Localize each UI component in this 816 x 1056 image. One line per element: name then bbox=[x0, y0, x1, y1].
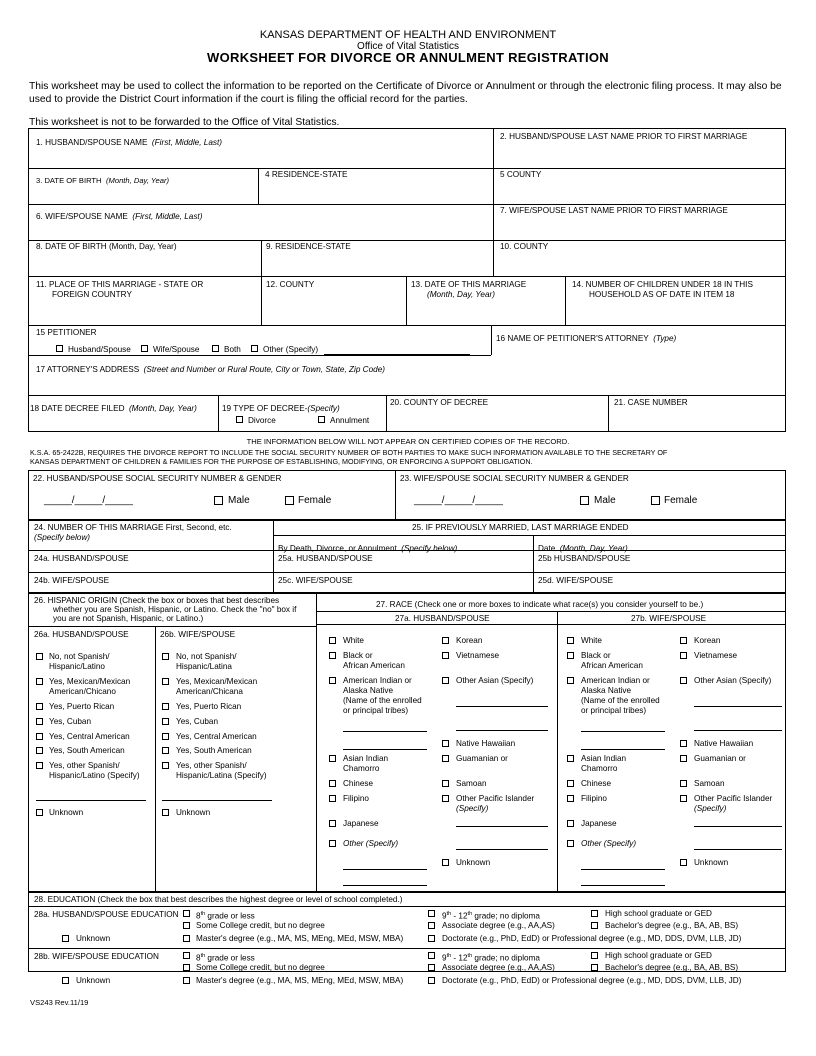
26b-cuban-label: Yes, Cuban bbox=[176, 717, 219, 726]
wife-female-label: Female bbox=[664, 495, 698, 506]
field-14-label-1[interactable]: 14. NUMBER OF CHILDREN UNDER 18 IN THIS bbox=[572, 280, 753, 289]
28b-associate-label: Associate degree (e.g., AA,AS) bbox=[442, 963, 555, 972]
28b-8th-grade-label: 8th grade or less bbox=[196, 953, 255, 963]
27a-unknown-label: Unknown bbox=[456, 858, 491, 867]
field-21-label[interactable]: 21. CASE NUMBER bbox=[614, 398, 688, 407]
27a-other-label: Other (Specify) bbox=[343, 839, 399, 848]
field-17-label[interactable]: 17 ATTORNEY'S ADDRESS (Street and Number or Rural Route, City or Town, State, Zip Code) bbox=[36, 365, 385, 374]
26a-central-american-label: Yes, Central American bbox=[49, 732, 130, 741]
decree-annulment-label: Annulment bbox=[330, 416, 370, 425]
27b-vietnamese-checkbox[interactable] bbox=[680, 652, 687, 659]
intro-text: This worksheet may be used to collect the information to be reported on the Certificate of Divorce or Annulment or through the electronic filing process. It may also be used to provide the District Court information if the court is filing the official record for the parties. bbox=[29, 81, 782, 105]
28b-some-college-label: Some College credit, but no degree bbox=[196, 963, 325, 972]
27a-other-asian-label: Other Asian (Specify) bbox=[456, 676, 534, 685]
field-27-title: 27. RACE (Check one or more boxes to indicate what race(s) you consider yourself to be.) bbox=[376, 600, 704, 609]
27b-unknown-checkbox[interactable] bbox=[680, 859, 687, 866]
field-26-title-1: 26. HISPANIC ORIGIN (Check the box or boxes that best describes bbox=[34, 596, 280, 605]
27a-opi-checkbox[interactable] bbox=[442, 795, 449, 802]
agency-name: KANSAS DEPARTMENT OF HEALTH AND ENVIRONMENT bbox=[259, 29, 557, 41]
field-25-date-label: Date (Month, Day, Year) bbox=[538, 544, 628, 553]
wife-male-label: Male bbox=[594, 495, 616, 506]
field-26-title-3: you are not Spanish, Hispanic, or Latino.) bbox=[53, 614, 204, 623]
petitioner-both-label: Both bbox=[224, 345, 241, 354]
27b-amind-label-3: (Name of the enrolled bbox=[581, 696, 660, 705]
field-2-label[interactable]: 2. HUSBAND/SPOUSE LAST NAME PRIOR TO FIRST MARRIAGE bbox=[500, 132, 748, 141]
28b-unknown-label: Unknown bbox=[76, 976, 111, 985]
28b-9-12-label: 9th - 12th grade; no diploma bbox=[442, 953, 540, 963]
field-15-label: 15 PETITIONER bbox=[36, 328, 97, 337]
28b-some-college-checkbox[interactable] bbox=[183, 964, 190, 971]
certified-copy-notice: THE INFORMATION BELOW WILL NOT APPEAR ON CERTIFIED COPIES OF THE RECORD. bbox=[246, 437, 570, 446]
26b-puerto-rican-checkbox[interactable] bbox=[162, 703, 169, 710]
26a-puerto-rican-checkbox[interactable] bbox=[36, 703, 43, 710]
field-28-title: 28. EDUCATION (Check the box that best describes the highest degree or level of school completed.) bbox=[34, 895, 403, 904]
28a-associate-checkbox[interactable] bbox=[428, 922, 435, 929]
28a-9-12-checkbox[interactable] bbox=[428, 910, 435, 917]
27b-chamorro-label: Chamorro bbox=[581, 764, 618, 773]
27b-other-checkbox[interactable] bbox=[567, 840, 574, 847]
27b-other-line-2[interactable] bbox=[581, 885, 665, 886]
27b-samoan-checkbox[interactable] bbox=[680, 780, 687, 787]
field-25-label: 25. IF PREVIOUSLY MARRIED, LAST MARRIAGE ENDED bbox=[412, 523, 629, 532]
field-16-label[interactable]: 16 NAME OF PETITIONER'S ATTORNEY (Type) bbox=[496, 334, 677, 343]
27b-opi-label-2: (Specify) bbox=[694, 804, 727, 813]
decree-annulment-checkbox[interactable] bbox=[318, 416, 325, 423]
27a-asian-indian-label: Asian Indian bbox=[343, 754, 389, 763]
27b-asian-indian-label: Asian Indian bbox=[581, 754, 627, 763]
27b-amind-label-4: or principal tribes) bbox=[581, 706, 647, 715]
petitioner-husband-checkbox[interactable] bbox=[56, 345, 63, 352]
husband-female-label: Female bbox=[298, 495, 332, 506]
field-11-label-2: FOREIGN COUNTRY bbox=[52, 290, 132, 299]
field-1-label[interactable]: 1. HUSBAND/SPOUSE NAME (First, Middle, Last) bbox=[36, 138, 222, 147]
27a-hawaiian-label: Native Hawaiian bbox=[456, 739, 516, 748]
26a-central-american-checkbox[interactable] bbox=[36, 733, 43, 740]
decree-divorce-label: Divorce bbox=[248, 416, 276, 425]
26b-other-label-2: Hispanic/Latina (Specify) bbox=[176, 771, 267, 780]
26a-mexican-label: Yes, Mexican/Mexican bbox=[49, 677, 131, 686]
27a-unknown-checkbox[interactable] bbox=[442, 859, 449, 866]
27a-chinese-checkbox[interactable] bbox=[329, 780, 336, 787]
26b-mexican-label: Yes, Mexican/Mexican bbox=[176, 677, 258, 686]
26a-mexican-checkbox[interactable] bbox=[36, 678, 43, 685]
28a-bachelors-label: Bachelor's degree (e.g., BA, AB, BS) bbox=[605, 921, 739, 930]
27a-other-asian-line-2[interactable] bbox=[456, 730, 548, 731]
wife-ssn-input[interactable]: _____/_____/_____ bbox=[414, 495, 503, 506]
26a-no-label-2: Hispanic/Latino bbox=[49, 662, 105, 671]
28b-associate-checkbox[interactable] bbox=[428, 964, 435, 971]
27a-hawaiian-checkbox[interactable] bbox=[442, 740, 449, 747]
27b-asian-indian-checkbox[interactable] bbox=[567, 755, 574, 762]
field-11-label-1[interactable]: 11. PLACE OF THIS MARRIAGE - STATE OR bbox=[36, 280, 204, 289]
28a-8th-grade-label: 8th grade or less bbox=[196, 911, 255, 921]
28a-hs-label: High school graduate or GED bbox=[605, 909, 712, 918]
27b-japanese-label: Japanese bbox=[581, 819, 617, 828]
27a-samoan-checkbox[interactable] bbox=[442, 780, 449, 787]
26b-other-label: Yes, other Spanish/ bbox=[176, 761, 247, 770]
petitioner-wife-checkbox[interactable] bbox=[141, 345, 148, 352]
ssn-law-notice-2: KANSAS DEPARTMENT OF CHILDREN & FAMILIES FOR THE PURPOSE OF ESTABLISHING, MODIFYING, OR ENFORCING A SUPPORT OBLIGATION. bbox=[30, 457, 533, 466]
27a-tribe-line-2[interactable] bbox=[343, 749, 427, 750]
27b-chinese-checkbox[interactable] bbox=[567, 780, 574, 787]
27a-opi-label-2: (Specify) bbox=[456, 804, 489, 813]
26a-cuban-label: Yes, Cuban bbox=[49, 717, 92, 726]
26b-central-american-checkbox[interactable] bbox=[162, 733, 169, 740]
27a-white-label: White bbox=[343, 636, 364, 645]
field-5-label[interactable]: 5 COUNTY bbox=[500, 170, 542, 179]
27a-filipino-label: Filipino bbox=[343, 794, 369, 803]
field-13-label-1[interactable]: 13. DATE OF THIS MARRIAGE bbox=[411, 280, 527, 289]
28a-9-12-label: 9th - 12th grade; no diploma bbox=[442, 911, 540, 921]
petitioner-wife-label: Wife/Spouse bbox=[153, 345, 200, 354]
27b-opi-checkbox[interactable] bbox=[680, 795, 687, 802]
27a-amind-label-2: Alaska Native bbox=[343, 686, 394, 695]
27a-amind-checkbox[interactable] bbox=[329, 677, 336, 684]
field-27b-label: 27b. WIFE/SPOUSE bbox=[631, 614, 707, 623]
field-6-label[interactable]: 6. WIFE/SPOUSE NAME (First, Middle, Last) bbox=[36, 212, 203, 221]
28b-8th-grade-checkbox[interactable] bbox=[183, 952, 190, 959]
27b-opi-line-1[interactable] bbox=[694, 826, 782, 827]
26b-no-label-2: Hispanic/Latina bbox=[176, 662, 232, 671]
27b-korean-label: Korean bbox=[694, 636, 721, 645]
26b-south-american-checkbox[interactable] bbox=[162, 747, 169, 754]
27a-other-asian-checkbox[interactable] bbox=[442, 677, 449, 684]
decree-divorce-checkbox[interactable] bbox=[236, 416, 243, 423]
27a-tribe-line-1[interactable] bbox=[343, 731, 427, 732]
petitioner-other-checkbox[interactable] bbox=[251, 345, 258, 352]
27a-other-line-2[interactable] bbox=[343, 885, 427, 886]
field-26a-label: 26a. HUSBAND/SPOUSE bbox=[34, 630, 129, 639]
field-25d-label[interactable]: 25d. WIFE/SPOUSE bbox=[538, 576, 614, 585]
26a-no-checkbox[interactable] bbox=[36, 653, 43, 660]
27a-vietnamese-label: Vietnamese bbox=[456, 651, 500, 660]
28b-hs-checkbox[interactable] bbox=[591, 952, 598, 959]
27b-other-asian-label: Other Asian (Specify) bbox=[694, 676, 772, 685]
26a-other-specify-line[interactable] bbox=[36, 800, 146, 801]
27a-black-checkbox[interactable] bbox=[329, 652, 336, 659]
27b-japanese-checkbox[interactable] bbox=[567, 820, 574, 827]
27a-samoan-label: Samoan bbox=[456, 779, 487, 788]
28a-masters-checkbox[interactable] bbox=[183, 935, 190, 942]
27b-samoan-label: Samoan bbox=[694, 779, 725, 788]
27b-hawaiian-label: Native Hawaiian bbox=[694, 739, 754, 748]
27a-black-label-2: African American bbox=[343, 661, 405, 670]
27b-hawaiian-checkbox[interactable] bbox=[680, 740, 687, 747]
27b-filipino-checkbox[interactable] bbox=[567, 795, 574, 802]
27b-chinese-label: Chinese bbox=[581, 779, 612, 788]
26b-other-checkbox[interactable] bbox=[162, 762, 169, 769]
28a-associate-label: Associate degree (e.g., AA,AS) bbox=[442, 921, 555, 930]
26a-other-label: Yes, other Spanish/ bbox=[49, 761, 120, 770]
27b-white-checkbox[interactable] bbox=[567, 637, 574, 644]
28a-doctorate-label: Doctorate (e.g., PhD, EdD) or Professional degree (e.g., MD, DDS, DVM, LLB, JD) bbox=[442, 934, 742, 943]
27a-vietnamese-checkbox[interactable] bbox=[442, 652, 449, 659]
27a-opi-line-1[interactable] bbox=[456, 826, 548, 827]
petitioner-other-label: Other (Specify) bbox=[263, 345, 319, 354]
27a-japanese-label: Japanese bbox=[343, 819, 379, 828]
26b-south-american-label: Yes, South American bbox=[176, 746, 252, 755]
husband-male-label: Male bbox=[228, 495, 250, 506]
27a-chinese-label: Chinese bbox=[343, 779, 374, 788]
28a-doctorate-checkbox[interactable] bbox=[428, 935, 435, 942]
28b-bachelors-label: Bachelor's degree (e.g., BA, AB, BS) bbox=[605, 963, 739, 972]
27b-other-asian-line-1[interactable] bbox=[694, 706, 782, 707]
28a-unknown-checkbox[interactable] bbox=[62, 935, 69, 942]
field-27a-label: 27a. HUSBAND/SPOUSE bbox=[395, 614, 490, 623]
field-8-label[interactable]: 8. DATE OF BIRTH (Month, Day, Year) bbox=[36, 242, 177, 251]
field-24-hint: (Specify below) bbox=[34, 533, 90, 542]
field-23-label: 23. WIFE/SPOUSE SOCIAL SECURITY NUMBER & GENDER bbox=[400, 474, 629, 483]
field-12-label[interactable]: 12. COUNTY bbox=[266, 280, 315, 289]
27b-korean-checkbox[interactable] bbox=[680, 637, 687, 644]
28b-masters-checkbox[interactable] bbox=[183, 977, 190, 984]
27a-amind-label: American Indian or bbox=[343, 676, 412, 685]
27b-other-asian-line-2[interactable] bbox=[694, 730, 782, 731]
field-26-title-2: whether you are Spanish, Hispanic, or Latino. Check the "no" box if bbox=[53, 605, 297, 614]
27a-opi-label: Other Pacific Islander bbox=[456, 794, 535, 803]
field-28b-label: 28b. WIFE/SPOUSE EDUCATION bbox=[34, 952, 159, 961]
field-25a-label[interactable]: 25a. HUSBAND/SPOUSE bbox=[278, 554, 373, 563]
27b-opi-label: Other Pacific Islander bbox=[694, 794, 773, 803]
field-18-label[interactable]: 18 DATE DECREE FILED (Month, Day, Year) bbox=[30, 404, 197, 413]
28b-doctorate-label: Doctorate (e.g., PhD, EdD) or Professional degree (e.g., MD, DDS, DVM, LLB, JD) bbox=[442, 976, 742, 985]
field-25c-label[interactable]: 25c. WIFE/SPOUSE bbox=[278, 576, 353, 585]
27a-korean-label: Korean bbox=[456, 636, 483, 645]
28a-unknown-label: Unknown bbox=[76, 934, 111, 943]
26b-mexican-checkbox[interactable] bbox=[162, 678, 169, 685]
28b-bachelors-checkbox[interactable] bbox=[591, 964, 598, 971]
petitioner-other-line[interactable] bbox=[324, 354, 470, 355]
27b-vietnamese-label: Vietnamese bbox=[694, 651, 738, 660]
26b-no-checkbox[interactable] bbox=[162, 653, 169, 660]
28a-some-college-checkbox[interactable] bbox=[183, 922, 190, 929]
28b-unknown-checkbox[interactable] bbox=[62, 977, 69, 984]
27a-asian-indian-checkbox[interactable] bbox=[329, 755, 336, 762]
26b-cuban-checkbox[interactable] bbox=[162, 718, 169, 725]
27a-amind-label-4: or principal tribes) bbox=[343, 706, 409, 715]
26a-cuban-checkbox[interactable] bbox=[36, 718, 43, 725]
27b-amind-checkbox[interactable] bbox=[567, 677, 574, 684]
26b-no-label: No, not Spanish/ bbox=[176, 652, 237, 661]
petitioner-both-checkbox[interactable] bbox=[212, 345, 219, 352]
28b-hs-label: High school graduate or GED bbox=[605, 951, 712, 960]
27a-korean-checkbox[interactable] bbox=[442, 637, 449, 644]
26a-puerto-rican-label: Yes, Puerto Rican bbox=[49, 702, 115, 711]
field-24b-label[interactable]: 24b. WIFE/SPOUSE bbox=[34, 576, 110, 585]
field-28a-label: 28a. HUSBAND/SPOUSE EDUCATION bbox=[34, 910, 179, 919]
26a-unknown-label: Unknown bbox=[49, 808, 84, 817]
office-name: Office of Vital Statistics bbox=[357, 41, 459, 52]
26b-puerto-rican-label: Yes, Puerto Rican bbox=[176, 702, 242, 711]
27a-guamanian-checkbox[interactable] bbox=[442, 755, 449, 762]
27b-white-label: White bbox=[581, 636, 602, 645]
26b-central-american-label: Yes, Central American bbox=[176, 732, 257, 741]
27b-guamanian-checkbox[interactable] bbox=[680, 755, 687, 762]
27a-white-checkbox[interactable] bbox=[329, 637, 336, 644]
27b-tribe-line-1[interactable] bbox=[581, 731, 665, 732]
field-3-label[interactable]: 3. DATE OF BIRTH (Month, Day, Year) bbox=[36, 176, 170, 185]
27b-opi-line-2[interactable] bbox=[694, 849, 782, 850]
28a-masters-label: Master's degree (e.g., MA, MS, MEng, MEd, MSW, MBA) bbox=[196, 934, 404, 943]
27b-other-line-1[interactable] bbox=[581, 869, 665, 870]
27b-guamanian-label: Guamanian or bbox=[694, 754, 746, 763]
26a-other-checkbox[interactable] bbox=[36, 762, 43, 769]
27a-black-label: Black or bbox=[343, 651, 373, 660]
27a-filipino-checkbox[interactable] bbox=[329, 795, 336, 802]
27b-black-label-2: African American bbox=[581, 661, 643, 670]
field-25b-label[interactable]: 25b HUSBAND/SPOUSE bbox=[538, 554, 631, 563]
28b-doctorate-checkbox[interactable] bbox=[428, 977, 435, 984]
26a-no-label: No, not Spanish/ bbox=[49, 652, 110, 661]
field-22-label: 22. HUSBAND/SPOUSE SOCIAL SECURITY NUMBER & GENDER bbox=[33, 474, 282, 483]
26a-south-american-label: Yes, South American bbox=[49, 746, 125, 755]
field-25-by-label: By Death, Divorce, or Annulment (Specify below) bbox=[278, 544, 458, 553]
27a-other-checkbox[interactable] bbox=[329, 840, 336, 847]
field-26b-label: 26b. WIFE/SPOUSE bbox=[160, 630, 236, 639]
field-19-label: 19 TYPE OF DECREE-(Specify) bbox=[222, 404, 340, 413]
27b-amind-label-2: Alaska Native bbox=[581, 686, 632, 695]
field-24-label: 24. NUMBER OF THIS MARRIAGE First, Second, etc. bbox=[34, 523, 232, 532]
26a-mexican-label-2: American/Chicano bbox=[49, 687, 116, 696]
26a-unknown-checkbox[interactable] bbox=[36, 809, 43, 816]
field-10-label[interactable]: 10. COUNTY bbox=[500, 242, 549, 251]
form-title: WORKSHEET FOR DIVORCE OR ANNULMENT REGISTRATION bbox=[207, 50, 609, 65]
field-13-label-2: (Month, Day, Year) bbox=[427, 290, 495, 299]
27b-amind-label: American Indian or bbox=[581, 676, 650, 685]
26a-other-label-2: Hispanic/Latino (Specify) bbox=[49, 771, 140, 780]
27a-other-asian-line-1[interactable] bbox=[456, 706, 548, 707]
husband-female-checkbox[interactable] bbox=[285, 496, 294, 505]
27a-guamanian-label: Guamanian or bbox=[456, 754, 508, 763]
wife-male-checkbox[interactable] bbox=[580, 496, 589, 505]
28b-masters-label: Master's degree (e.g., MA, MS, MEng, MEd, MSW, MBA) bbox=[196, 976, 404, 985]
27b-tribe-line-2[interactable] bbox=[581, 749, 665, 750]
27b-filipino-label: Filipino bbox=[581, 794, 607, 803]
27b-black-checkbox[interactable] bbox=[567, 652, 574, 659]
field-14-label-2: HOUSEHOLD AS OF DATE IN ITEM 18 bbox=[589, 290, 735, 299]
form-revision: VS243 Rev.11/19 bbox=[30, 998, 89, 1007]
26b-other-specify-line[interactable] bbox=[162, 800, 272, 801]
field-7-label[interactable]: 7. WIFE/SPOUSE LAST NAME PRIOR TO FIRST MARRIAGE bbox=[500, 206, 728, 215]
origin-race-frame bbox=[28, 593, 786, 892]
petitioner-husband-label: Husband/Spouse bbox=[68, 345, 131, 354]
28a-hs-checkbox[interactable] bbox=[591, 910, 598, 917]
28a-bachelors-checkbox[interactable] bbox=[591, 922, 598, 929]
field-20-label[interactable]: 20. COUNTY OF DECREE bbox=[390, 398, 489, 407]
field-4-label[interactable]: 4 RESIDENCE-STATE bbox=[265, 170, 348, 179]
wife-female-checkbox[interactable] bbox=[651, 496, 660, 505]
27a-other-line-1[interactable] bbox=[343, 869, 427, 870]
field-9-label[interactable]: 9. RESIDENCE-STATE bbox=[266, 242, 351, 251]
ssn-law-notice-1: K.S.A. 65-2422B, REQUIRES THE DIVORCE REPORT TO INCLUDE THE SOCIAL SECURITY NUMBER OF BOTH PARTIES TO MAKE SUCH INFORMATION AVAILABLE TO THE SECRETARY OF bbox=[30, 448, 668, 457]
26b-mexican-label-2: American/Chicana bbox=[176, 687, 243, 696]
27a-japanese-checkbox[interactable] bbox=[329, 820, 336, 827]
not-forwarded-note: This worksheet is not to be forwarded to the Office of Vital Statistics. bbox=[29, 117, 340, 128]
husband-male-checkbox[interactable] bbox=[214, 496, 223, 505]
27b-other-label: Other (Specify) bbox=[581, 839, 637, 848]
field-24a-label[interactable]: 24a. HUSBAND/SPOUSE bbox=[34, 554, 129, 563]
26b-unknown-checkbox[interactable] bbox=[162, 809, 169, 816]
27b-black-label: Black or bbox=[581, 651, 611, 660]
28b-9-12-checkbox[interactable] bbox=[428, 952, 435, 959]
27b-unknown-label: Unknown bbox=[694, 858, 729, 867]
husband-ssn-input[interactable]: _____/_____/_____ bbox=[44, 495, 133, 506]
28a-8th-grade-checkbox[interactable] bbox=[183, 910, 190, 917]
28a-some-college-label: Some College credit, but no degree bbox=[196, 921, 325, 930]
27b-other-asian-checkbox[interactable] bbox=[680, 677, 687, 684]
27a-chamorro-label: Chamorro bbox=[343, 764, 380, 773]
26a-south-american-checkbox[interactable] bbox=[36, 747, 43, 754]
27a-amind-label-3: (Name of the enrolled bbox=[343, 696, 422, 705]
26b-unknown-label: Unknown bbox=[176, 808, 211, 817]
27a-opi-line-2[interactable] bbox=[456, 849, 548, 850]
